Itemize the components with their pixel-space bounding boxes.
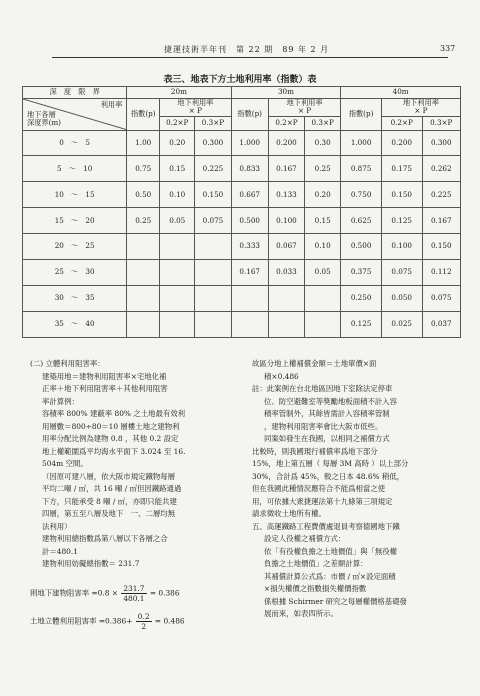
text-line: 30%，合計爲 45%，較之日本 48.6% 稍低， (252, 471, 405, 481)
text-line: 15%，地上第五層（ 每層 3M 高時 ）以上部分 (252, 459, 409, 468)
value-cell: 0.15 (305, 208, 341, 234)
depth-cell: 35 ～ 40 (23, 311, 127, 337)
rate-header-line: × P (188, 106, 202, 116)
rate-header-line: 地下利用率 (286, 98, 323, 107)
value-cell: 0.333 (231, 234, 268, 260)
value-cell: 0.50 (127, 182, 160, 208)
value-cell (195, 260, 231, 286)
value-cell: 0.20 (160, 130, 195, 156)
sub-header: 0.2×P (160, 116, 195, 130)
text-line: 下方，只能承受 8 噸 / ㎡，亦即只能共建 (42, 496, 177, 506)
depth-cell: 30 ～ 35 (23, 285, 127, 311)
value-cell: 0.150 (422, 234, 460, 260)
value-cell: 0.200 (381, 130, 422, 156)
text-line: 平均二噸 / ㎡，共 16 噸 / ㎡但因鐵路通過 (42, 484, 182, 493)
value-cell: 0.625 (341, 208, 382, 234)
text-line: 用率分配比例為建物 0.8 ，其他 0.2 設定 (42, 434, 179, 443)
value-cell: 0.075 (381, 260, 422, 286)
text-line: 計＝480.1 (42, 546, 78, 556)
table-row (23, 182, 461, 208)
value-cell: 0.30 (305, 130, 341, 156)
text-line: 地上權範圍爲平均海水平面下 3.024 至 16. (42, 446, 186, 456)
group-label-40m: 40m (341, 87, 461, 99)
text-line: 用層數＝800÷80＝10 層樓土地之建物利 (42, 421, 180, 431)
table-row (23, 260, 461, 286)
table-row (23, 234, 461, 260)
value-cell: 1.000 (341, 130, 382, 156)
value-cell: 0.750 (341, 182, 382, 208)
text-line: (二) 立體利用阻害率： (30, 359, 105, 368)
value-cell: 0.20 (305, 182, 341, 208)
text-line: 積×0.486 (264, 371, 299, 381)
text-line: 法利用） (42, 521, 72, 531)
value-cell (127, 311, 160, 337)
corner-bottom-line: 地下各層 (27, 110, 56, 119)
table-row (23, 285, 461, 311)
value-cell: 0.175 (381, 156, 422, 182)
text-line: 正率＋地下利用阻害率＋其他利用阻害 (42, 384, 168, 393)
depth-cell: 20 ～ 25 (23, 234, 127, 260)
text-line: 504m 空間。 (42, 459, 88, 468)
right-column (252, 358, 454, 621)
text-line: 負擔之土地價值」之差額計算： (264, 559, 368, 568)
index-header: 指數(p) (341, 99, 382, 131)
value-cell: 0.05 (160, 208, 195, 234)
value-cell: 0.067 (268, 234, 304, 260)
value-cell: 0.100 (381, 234, 422, 260)
value-cell: 0.25 (127, 208, 160, 234)
value-cell: 0.500 (341, 234, 382, 260)
value-cell (195, 285, 231, 311)
formula-text: 土地立體利用阻害率 =0.386+ (30, 616, 133, 626)
denominator: 480.1 (123, 594, 145, 603)
index-header: 指數(p) (231, 99, 268, 131)
text-line: ×損失權價之指數損失權價指數 (264, 584, 367, 593)
text-line: 四層，第五至八層及地下 一、二層均無 (42, 509, 176, 518)
value-cell: 0.500 (231, 208, 268, 234)
text-line: 同案如發生在我國，以相同之補償方式 (264, 434, 390, 443)
group-label-20m: 20m (127, 87, 231, 99)
text-line: 率計算例： (42, 396, 79, 406)
depth-cell: 5 ～ 10 (23, 156, 127, 182)
rate-header (268, 99, 340, 117)
text-line: 設定人役權之補償方式： (264, 534, 346, 543)
value-cell (231, 285, 268, 311)
value-cell: 0.133 (268, 182, 304, 208)
value-cell (160, 234, 195, 260)
text-line: 註：此案例在台北地區因地下室除法定停車 (252, 384, 393, 393)
depth-cell: 10 ～ 15 (23, 182, 127, 208)
value-cell: 0.225 (422, 182, 460, 208)
value-cell: 0.100 (268, 208, 304, 234)
rate-header-line: × P (414, 106, 428, 116)
numerator: 0.2 (137, 612, 150, 621)
value-cell (127, 234, 160, 260)
value-cell: 0.25 (305, 156, 341, 182)
depth-range-label: 深 度 限 界 (23, 87, 127, 99)
corner-cell (23, 99, 127, 131)
value-cell: 0.167 (231, 260, 268, 286)
value-cell: 0.167 (268, 156, 304, 182)
text-line: 容積率 800% 建蔽率 80% 之土地最有效利 (42, 409, 186, 418)
value-cell: 0.667 (231, 182, 268, 208)
value-cell: 0.10 (305, 234, 341, 260)
value-cell: 0.075 (195, 208, 231, 234)
value-cell: 0.033 (268, 260, 304, 286)
value-cell: 0.125 (381, 208, 422, 234)
text-line: 故區分地上權補償金額＝土地單價×面 (252, 359, 377, 368)
value-cell (160, 285, 195, 311)
table-row (23, 130, 461, 156)
value-cell (160, 311, 195, 337)
denominator: 2 (141, 622, 147, 631)
table-title: 表三、地表下方土地利用率（指數）表 (163, 75, 317, 85)
text-line: （因原可建八層，依大阪市規定鐵物每層 (42, 471, 176, 481)
value-cell (268, 311, 304, 337)
text-line: 建物利用總指數爲第八層以下各層之合 (42, 534, 168, 543)
value-cell: 0.025 (381, 311, 422, 337)
text-line: 依「有役權負擔之土地價值」與「無役權 (264, 546, 398, 556)
formula-building-obstruction (30, 584, 180, 603)
formula-result: = 0.486 (154, 616, 185, 626)
numerator: 231.7 (123, 584, 145, 593)
table-body (23, 130, 461, 337)
value-cell: 0.75 (127, 156, 160, 182)
rate-header (381, 99, 460, 117)
value-cell (305, 311, 341, 337)
value-cell: 0.300 (422, 130, 460, 156)
text-line: 建築用地＝建物利用阻害率×宅地化補 (42, 371, 167, 381)
value-cell: 0.150 (195, 182, 231, 208)
fraction (121, 584, 146, 603)
value-cell: 0.037 (422, 311, 460, 337)
journal-title: 捷運技術半年刊 第 22 期 89 年 2 月 (164, 45, 330, 54)
text-line: 其補償計算公式爲：市價 / ㎡×設定面積 (264, 571, 396, 581)
formula-result: = 0.386 (149, 588, 180, 598)
depth-cell: 25 ～ 30 (23, 260, 127, 286)
sub-header: 0.2×P (381, 116, 422, 130)
text-line: 用，可依據大衆捷運法第十九條第三項規定 (252, 496, 393, 506)
value-cell: 0.375 (341, 260, 382, 286)
text-line: 建物利用妨礙總指數＝ 231.7 (42, 559, 140, 568)
land-use-rate-table (22, 86, 461, 338)
text-line: 位、防空避難室等獎勵地板面積不計入容 (264, 396, 398, 406)
text-line: 係根據 Schirmer 研究之每層權價格基礎發 (264, 596, 407, 606)
text-line: 請求徵收土地所有權。 (252, 509, 326, 518)
value-cell: 0.050 (381, 285, 422, 311)
value-cell: 0.150 (381, 182, 422, 208)
table-row (23, 208, 461, 234)
running-header (0, 44, 480, 58)
text-line: ，建物利用阻害率會比大阪市低些。 (264, 421, 383, 431)
value-cell (268, 285, 304, 311)
sub-header: 0.2×P (268, 116, 304, 130)
value-cell: 0.15 (160, 156, 195, 182)
value-cell: 1.000 (231, 130, 268, 156)
corner-bottom-line: 深度界(m) (27, 118, 61, 128)
index-header: 指數(p) (127, 99, 160, 131)
value-cell: 0.075 (422, 285, 460, 311)
value-cell: 0.167 (422, 208, 460, 234)
value-cell: 0.833 (231, 156, 268, 182)
text-line: 比較時，則我國現行補償率爲地下部分 (252, 446, 378, 456)
value-cell (305, 285, 341, 311)
value-cell: 0.250 (341, 285, 382, 311)
rate-header-line: 地下利用率 (177, 98, 214, 107)
value-cell: 0.112 (422, 260, 460, 286)
value-cell: 0.262 (422, 156, 460, 182)
value-cell (195, 234, 231, 260)
value-cell: 0.05 (305, 260, 341, 286)
sub-header: 0.3×P (422, 116, 460, 130)
text-line: 展而來，如表四所示。 (264, 609, 338, 618)
page-number: 337 (440, 44, 456, 53)
value-cell (231, 311, 268, 337)
header-rule (52, 57, 448, 58)
value-cell (127, 260, 160, 286)
group-label-30m: 30m (231, 87, 341, 99)
rate-header-line: × P (298, 106, 312, 116)
rate-header (160, 99, 231, 117)
depth-cell: 0 ～ 5 (23, 130, 127, 156)
rate-header-line: 地下利用率 (402, 98, 439, 107)
table-row (23, 156, 461, 182)
fraction (136, 612, 152, 631)
value-cell: 0.875 (341, 156, 382, 182)
text-line: 積率管制外，其餘皆需計入容積率管制 (264, 409, 390, 418)
value-cell: 0.200 (268, 130, 304, 156)
value-cell: 1.00 (127, 130, 160, 156)
value-cell (195, 311, 231, 337)
value-cell (160, 260, 195, 286)
formula-land-obstruction (30, 612, 185, 631)
sub-header: 0.3×P (305, 116, 341, 130)
value-cell: 0.125 (341, 311, 382, 337)
value-cell: 0.300 (195, 130, 231, 156)
text-line: 但在我國此種情況應符合不能爲相當之使 (252, 484, 386, 493)
table-row (23, 311, 461, 337)
text-line: 五、高運鐵路工程費價處退員考察德國地下鐵 (252, 521, 400, 531)
depth-cell: 15 ～ 20 (23, 208, 127, 234)
corner-bottom-label (27, 111, 61, 128)
formula-text: 則地下建物阻害率 =0.8 × (30, 588, 118, 598)
sub-header: 0.3×P (195, 116, 231, 130)
corner-top-label: 利用率 (100, 100, 123, 109)
left-column (30, 358, 240, 571)
value-cell: 0.225 (195, 156, 231, 182)
value-cell: 0.10 (160, 182, 195, 208)
value-cell (127, 285, 160, 311)
